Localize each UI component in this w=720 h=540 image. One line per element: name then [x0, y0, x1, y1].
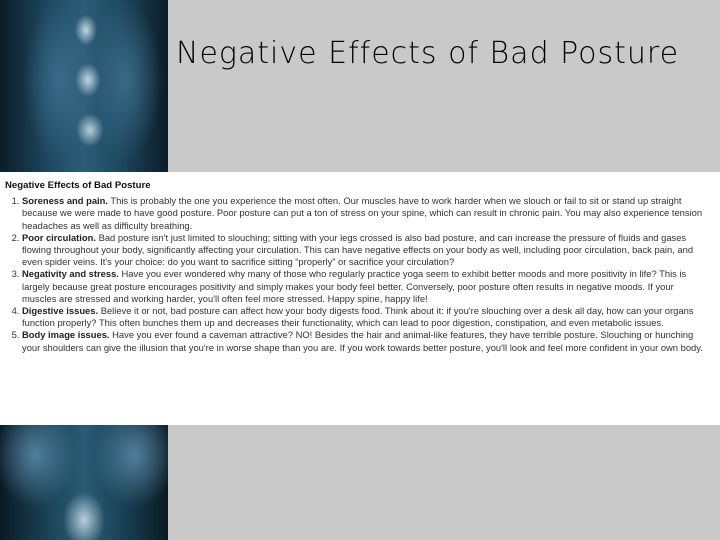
- item-text: Have you ever found a caveman attractive? NO! Besides the hair and animal-like features, they have terrible posture. Slouching or hunching your shoulders can give the illusion that you're in worse shape than you are. If you work towards better posture, you'll look and feel more confident in your own body.: [22, 329, 703, 353]
- list-item: [22, 305, 704, 329]
- article-heading: Negative Effects of Bad Posture: [5, 180, 151, 191]
- item-text: This is probably the one you experience the most often. Our muscles have to work harder when we slouch or fail to sit or stand up straight because we were made to have good posture. Poor posture can put a ton of stress on your spine, which can result in chronic pain. You may also experience tension headaches as well as difficulty breathing.: [22, 195, 703, 231]
- item-title: Poor circulation.: [22, 231, 96, 243]
- effects-list: [5, 195, 704, 354]
- list-item: [22, 195, 704, 232]
- item-title: Negativity and stress.: [22, 268, 119, 280]
- item-title: Digestive issues.: [22, 305, 99, 317]
- list-item: [22, 268, 704, 305]
- spine-xray-image-top: [0, 0, 168, 172]
- spine-xray-image-bottom: [0, 425, 168, 540]
- article-excerpt: [0, 172, 720, 425]
- item-text: Believe it or not, bad posture can affect how your body digests food. Think about it: if you're slouching over a desk all day, how can your organs function properly? This often bunches them up and decreases their functionality, which can lead to poor digestion, constipation, and even metabolic issues.: [22, 305, 694, 329]
- item-title: Soreness and pain.: [22, 195, 108, 207]
- item-text: Bad posture isn't just limited to slouching; sitting with your legs crossed is also bad posture, and can increase the pressure of fluids and gases flowing throughout your body, significantly affecting your circulation. This can have negative effects on your body as well, including poor circulation, back pain, and even spider veins. It's your choice: do you want to sacrifice sitting “properly” or sacrifice your circulation?: [22, 231, 694, 268]
- slide-title: Negative Effects of Bad Posture: [176, 36, 680, 71]
- item-text: Have you ever wondered why many of those who regularly practice yoga seem to exhibit better moods and more positivity in life? This is largely because great posture encourages positivity and simply makes your body feel better. Conversely, poor posture often results in negative moods. If your muscles are stressed and working harder, you'll often feel more stressed. Happy spine, happy life!: [22, 268, 687, 304]
- list-item: [22, 329, 704, 353]
- item-title: Body image issues.: [22, 329, 110, 341]
- list-item: [22, 232, 704, 269]
